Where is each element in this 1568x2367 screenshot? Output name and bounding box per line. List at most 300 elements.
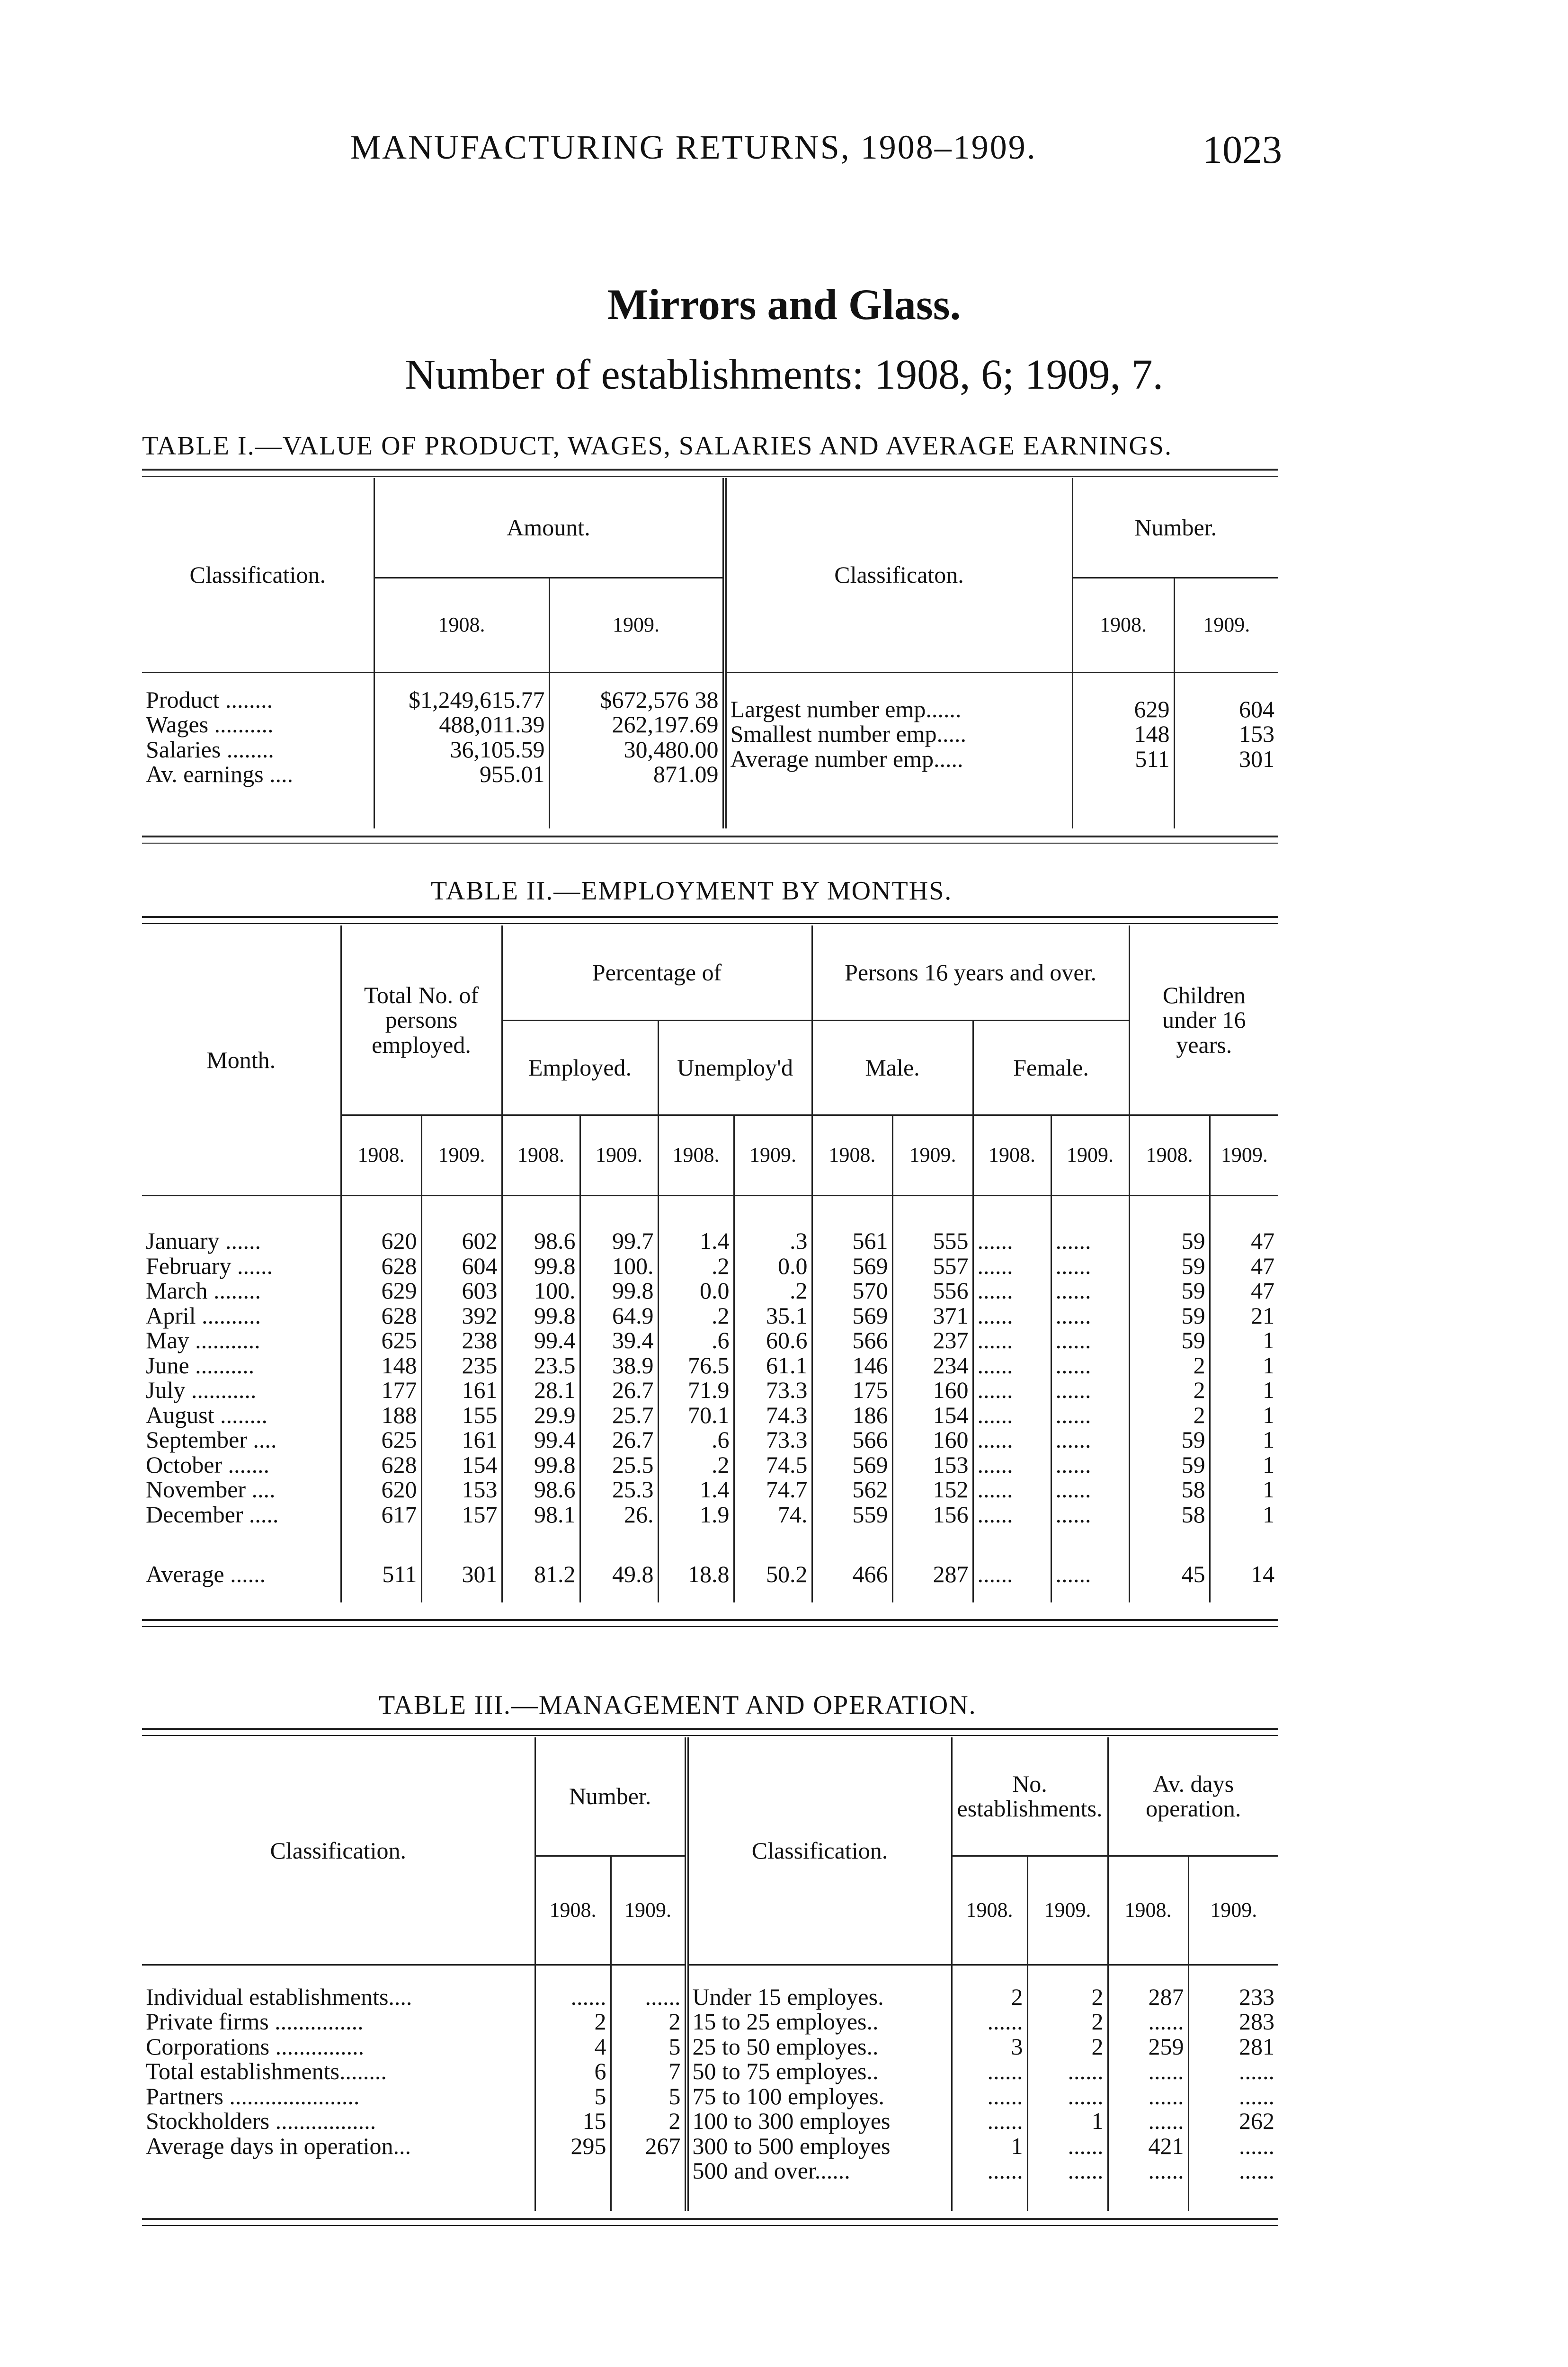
t2-spacer-cell [421, 1527, 502, 1546]
t3-15to25-e09: 2 [1091, 2008, 1104, 2035]
t2-cell-u08: 0.0 [658, 1278, 734, 1303]
t1-average-1908: 511 [1135, 745, 1170, 772]
t2-male-1908: 1908. [812, 1115, 892, 1195]
t3-partners-1909: 5 [668, 2082, 681, 2109]
t2-cell-t08: 617 [341, 1502, 421, 1527]
t2-cell-c08: 58 [1129, 1502, 1210, 1527]
t2-cell-m08: 186 [812, 1403, 892, 1428]
t1-right-labels [724, 672, 1072, 828]
t3-days-1909-values [1188, 1965, 1278, 2211]
table3 [142, 1737, 1278, 2211]
t3-under15-d08: 287 [1148, 1983, 1184, 2010]
t2-cell-e09: 100. [580, 1254, 658, 1279]
table3-bottom-rule [142, 2218, 1278, 2220]
t2-month-rows [142, 1228, 1278, 1546]
t1-col-classificaton: Classificaton. [724, 478, 1072, 672]
t2-cell-u08: .6 [658, 1328, 734, 1353]
t3-100to300-d09: 262 [1239, 2108, 1274, 2134]
t2-cell-m08: 570 [812, 1278, 892, 1303]
t2-cell-t09: 604 [421, 1254, 502, 1279]
t3-label-100to300: 100 to 300 employes [692, 2108, 891, 2134]
t2-month-label: January ...... [146, 1228, 261, 1254]
t2-row [142, 1452, 1278, 1477]
t2-month-label: December ..... [146, 1501, 279, 1528]
t2-cell-e09: 26.7 [580, 1378, 658, 1403]
t2-cell-m08: 566 [812, 1427, 892, 1452]
t3-number-1908-values [535, 1965, 611, 2211]
t1-label-smallest: Smallest number emp..... [730, 721, 967, 747]
establishments-subtitle: Number of establishments: 1908, 6; 1909, 7. [404, 351, 1164, 398]
t1-label-product: Product ........ [146, 686, 273, 713]
t3-label-partners: Partners ...................... [146, 2082, 360, 2109]
t2-cell-t08: 625 [341, 1328, 421, 1353]
t2-spacer-cell [973, 1527, 1051, 1546]
t3-stockholders-1908: 15 [582, 2108, 606, 2134]
t2-col-percentage: Percentage of [502, 925, 812, 1020]
t2-avg-m09: 287 [892, 1546, 973, 1602]
t2-total-1908: 1908. [341, 1115, 421, 1195]
table2-bottom-rule [142, 1619, 1278, 1621]
t2-spacer-cell [1051, 1527, 1129, 1546]
t2-cell-e09: 26. [580, 1502, 658, 1527]
t1-amount-1909: 1909. [549, 578, 724, 672]
t2-cell-e08: 23.5 [502, 1353, 580, 1378]
t2-row [142, 1502, 1278, 1527]
table1-caption: TABLE I.—VALUE OF PRODUCT, WAGES, SALARIES AND AVERAGE EARNINGS. [142, 431, 1172, 461]
t3-label-500over: 500 and over...... [692, 2157, 850, 2184]
t2-cell-f08: ...... [973, 1303, 1051, 1328]
t2-cell-u08: .2 [658, 1452, 734, 1477]
t2-cell-m09: 371 [892, 1303, 973, 1328]
t2-cell-e09: 99.7 [580, 1228, 658, 1254]
t3-100to300-d08: ...... [1148, 2108, 1184, 2134]
t2-cell-t08: 177 [341, 1378, 421, 1403]
t2-cell-e08: 99.8 [502, 1254, 580, 1279]
t2-cell-c09: 1 [1210, 1378, 1278, 1403]
t1-col-amount: Amount. [374, 478, 724, 578]
t2-spacer-cell [341, 1527, 421, 1546]
t1-product-1909: $672,576 38 [600, 686, 719, 713]
t2-cell-m08: 569 [812, 1452, 892, 1477]
t2-cell-t08: 620 [341, 1477, 421, 1502]
t2-female-1908: 1908. [973, 1115, 1051, 1195]
t2-row [142, 1353, 1278, 1378]
t3-500over-e08: ...... [987, 2157, 1023, 2184]
t2-cell-c08: 59 [1129, 1452, 1210, 1477]
t2-cell-u09: 35.1 [734, 1303, 812, 1328]
t2-cell-m09: 153 [892, 1452, 973, 1477]
t2-cell-e08: 99.8 [502, 1452, 580, 1477]
t2-cell-u09: 74.5 [734, 1452, 812, 1477]
t2-month-label: September .... [146, 1426, 277, 1453]
t3-estab-1909-values [1027, 1965, 1108, 2211]
t2-avg-e08: 81.2 [502, 1546, 580, 1602]
t3-private-1909: 2 [668, 2008, 681, 2035]
t2-cell-e09: 25.5 [580, 1452, 658, 1477]
t2-cell-f08: ...... [973, 1328, 1051, 1353]
t2-spacer-cell [658, 1527, 734, 1546]
t3-300to500-d09: ...... [1239, 2132, 1274, 2159]
table3-caption: TABLE III.—MANAGEMENT AND OPERATION. [379, 1691, 977, 1720]
t2-cell-c09: 47 [1210, 1278, 1278, 1303]
t1-left-labels [142, 672, 374, 828]
t1-salaries-1908: 36,105.59 [450, 736, 545, 763]
t1-smallest-1908: 148 [1134, 721, 1170, 747]
t2-cell-t09: 235 [421, 1353, 502, 1378]
t2-cell-f09: ...... [1051, 1328, 1129, 1353]
t2-cell-t08: 628 [341, 1254, 421, 1279]
t2-cell-u09: 61.1 [734, 1353, 812, 1378]
t2-month-label: November .... [146, 1476, 276, 1503]
t1-av-earnings-1909: 871.09 [653, 761, 719, 787]
t3-left-labels [142, 1965, 535, 2211]
t3-50to75-e09: ...... [1068, 2058, 1104, 2084]
t2-month-label: July ........... [146, 1377, 257, 1403]
t2-cell-u09: 73.3 [734, 1427, 812, 1452]
t2-cell-c09: 1 [1210, 1502, 1278, 1527]
t2-cell-e09: 25.7 [580, 1403, 658, 1428]
t2-cell-f09: ...... [1051, 1403, 1129, 1428]
table1-bottom-rule [142, 836, 1278, 837]
page-title: Mirrors and Glass. [607, 280, 961, 329]
t2-cell-c09: 1 [1210, 1328, 1278, 1353]
t3-estab-1908: 1908. [952, 1856, 1027, 1965]
t1-average-1909: 301 [1239, 745, 1274, 772]
t2-col-male: Male. [812, 1020, 973, 1115]
t2-cell-c08: 59 [1129, 1328, 1210, 1353]
t3-estab-1909: 1909. [1027, 1856, 1108, 1965]
t2-employed-1909: 1909. [580, 1115, 658, 1195]
t2-cell-t09: 603 [421, 1278, 502, 1303]
t2-cell-c09: 47 [1210, 1254, 1278, 1279]
t2-row [142, 1254, 1278, 1279]
t2-row [142, 1228, 1278, 1254]
t2-col-children: Children under 16 years. [1129, 925, 1278, 1115]
t3-col-number: Number. [535, 1737, 686, 1856]
t1-amount-1908-values [374, 672, 549, 828]
t3-partners-1908: 5 [594, 2082, 606, 2109]
t2-col-persons16: Persons 16 years and over. [812, 925, 1129, 1020]
t2-cell-t08: 628 [341, 1452, 421, 1477]
t2-month-label: April .......... [146, 1302, 261, 1329]
t2-cell-f09: ...... [1051, 1427, 1129, 1452]
t2-cell-c08: 59 [1129, 1228, 1210, 1254]
t2-row [142, 1427, 1278, 1452]
t3-15to25-d08: ...... [1148, 2008, 1184, 2035]
t3-500over-e09: ...... [1068, 2157, 1104, 2184]
t2-spacer-cell [502, 1527, 580, 1546]
t2-unemployed-1908: 1908. [658, 1115, 734, 1195]
t2-cell-f08: ...... [973, 1228, 1051, 1254]
t2-cell-f08: ...... [973, 1502, 1051, 1527]
t2-cell-c09: 1 [1210, 1477, 1278, 1502]
t2-row [142, 1403, 1278, 1428]
t2-cell-t08: 625 [341, 1427, 421, 1452]
t3-total-1908: 6 [594, 2058, 606, 2084]
t3-500over-d09: ...... [1239, 2157, 1274, 2184]
t3-days-1908-values [1108, 1965, 1188, 2211]
t2-cell-t08: 188 [341, 1403, 421, 1428]
t2-children-1909: 1909. [1210, 1115, 1278, 1195]
t2-cell-c09: 1 [1210, 1452, 1278, 1477]
t2-cell-m09: 237 [892, 1328, 973, 1353]
t2-col-employed: Employed. [502, 1020, 658, 1115]
table3-top-rule [142, 1728, 1278, 1730]
t2-avg-c08: 45 [1129, 1546, 1210, 1602]
t1-col-classification: Classification. [142, 478, 374, 672]
t1-wages-1909: 262,197.69 [612, 711, 719, 738]
t3-label-individual: Individual establishments.... [146, 1983, 412, 2010]
t3-under15-d09: 233 [1239, 1983, 1274, 2010]
t2-cell-f08: ...... [973, 1427, 1051, 1452]
t2-cell-u09: 60.6 [734, 1328, 812, 1353]
t1-largest-1909: 604 [1239, 695, 1274, 722]
t2-cell-m09: 556 [892, 1278, 973, 1303]
t2-row [142, 1278, 1278, 1303]
t3-label-private: Private firms ............... [146, 2008, 364, 2035]
t2-cell-f08: ...... [973, 1403, 1051, 1428]
t2-col-total: Total No. of persons employed. [341, 925, 502, 1115]
t2-cell-e08: 29.9 [502, 1403, 580, 1428]
t2-avg-label: Average ...... [146, 1560, 266, 1587]
t2-cell-e09: 25.3 [580, 1477, 658, 1502]
t2-month-label: August ........ [146, 1401, 267, 1428]
t2-cell-u09: .3 [734, 1228, 812, 1254]
t1-largest-1908: 629 [1134, 695, 1170, 722]
table2 [142, 925, 1278, 1602]
t2-cell-f08: ...... [973, 1378, 1051, 1403]
table1 [142, 478, 1278, 828]
table1-top-rule [142, 469, 1278, 471]
t2-cell-t09: 161 [421, 1427, 502, 1452]
t3-50to75-d09: ...... [1239, 2058, 1274, 2084]
t1-amount-1908: 1908. [374, 578, 549, 672]
t2-cell-f09: ...... [1051, 1452, 1129, 1477]
t3-avdays-1908: 295 [570, 2132, 606, 2159]
t3-15to25-e08: ...... [987, 2008, 1023, 2035]
t2-cell-e08: 28.1 [502, 1378, 580, 1403]
t3-label-300to500: 300 to 500 employes [692, 2132, 891, 2159]
t2-cell-c08: 59 [1129, 1303, 1210, 1328]
t2-cell-t09: 154 [421, 1452, 502, 1477]
t3-private-1908: 2 [594, 2008, 606, 2035]
t2-cell-f09: ...... [1051, 1228, 1129, 1254]
t2-cell-c08: 2 [1129, 1403, 1210, 1428]
t2-cell-u09: 0.0 [734, 1254, 812, 1279]
t3-total-1909: 7 [668, 2058, 681, 2084]
t3-300to500-d08: 421 [1148, 2132, 1184, 2159]
t2-avg-u09: 50.2 [734, 1546, 812, 1602]
t2-row [142, 1477, 1278, 1502]
t2-row [142, 1328, 1278, 1353]
t2-cell-f08: ...... [973, 1278, 1051, 1303]
t1-number-1908: 1908. [1072, 578, 1174, 672]
t2-cell-t08: 620 [341, 1228, 421, 1254]
t2-cell-e09: 64.9 [580, 1303, 658, 1328]
t2-cell-t09: 602 [421, 1228, 502, 1254]
t3-number-1909: 1909. [611, 1856, 686, 1965]
t2-cell-u08: 70.1 [658, 1403, 734, 1428]
t3-under15-e08: 2 [1011, 1983, 1023, 2010]
t2-female-1909: 1909. [1051, 1115, 1129, 1195]
t2-cell-f09: ...... [1051, 1303, 1129, 1328]
t3-75to100-e08: ...... [987, 2082, 1023, 2109]
t2-cell-e08: 99.8 [502, 1303, 580, 1328]
t2-cell-e08: 98.6 [502, 1228, 580, 1254]
t2-cell-t08: 628 [341, 1303, 421, 1328]
t3-500over-d08: ...... [1148, 2157, 1184, 2184]
table3-bottom-rule-2 [142, 2225, 1278, 2226]
t2-children-1908: 1908. [1129, 1115, 1210, 1195]
table1-top-rule-2 [142, 476, 1278, 477]
t2-col-month: Month. [142, 925, 341, 1195]
t2-cell-c09: 1 [1210, 1427, 1278, 1452]
t3-col-estab: No. establishments. [952, 1737, 1108, 1856]
t1-wages-1908: 488,011.39 [439, 711, 545, 738]
t2-cell-c09: 21 [1210, 1303, 1278, 1328]
t1-col-number: Number. [1072, 478, 1278, 578]
t2-cell-e08: 99.4 [502, 1427, 580, 1452]
t2-cell-e09: 38.9 [580, 1353, 658, 1378]
t3-25to50-e08: 3 [1011, 2033, 1023, 2060]
t2-spacer-cell [1129, 1527, 1210, 1546]
t2-cell-u08: 76.5 [658, 1353, 734, 1378]
t3-25to50-e09: 2 [1091, 2033, 1104, 2060]
t2-cell-t08: 629 [341, 1278, 421, 1303]
t3-label-25to50: 25 to 50 employes.. [692, 2033, 879, 2060]
t2-cell-u08: .6 [658, 1427, 734, 1452]
t2-avg-e09: 49.8 [580, 1546, 658, 1602]
table2-bottom-rule-2 [142, 1626, 1278, 1627]
t3-days-1909: 1909. [1188, 1856, 1278, 1965]
t3-100to300-e09: 1 [1091, 2108, 1104, 2134]
t1-smallest-1909: 153 [1239, 721, 1274, 747]
t3-days-1908: 1908. [1108, 1856, 1188, 1965]
t2-cell-c09: 1 [1210, 1353, 1278, 1378]
t2-cell-m08: 562 [812, 1477, 892, 1502]
t1-label-salaries: Salaries ........ [146, 736, 274, 763]
t2-cell-t09: 153 [421, 1477, 502, 1502]
t2-avg-t08: 511 [341, 1546, 421, 1602]
t3-75to100-d09: ...... [1239, 2082, 1274, 2109]
t3-col-classification: Classification. [142, 1737, 535, 1965]
t1-number-1909-values [1174, 672, 1278, 828]
t2-spacer-cell [812, 1527, 892, 1546]
t2-cell-u08: .2 [658, 1254, 734, 1279]
t2-cell-f08: ...... [973, 1452, 1051, 1477]
running-title: MANUFACTURING RETURNS, 1908–1909. [350, 128, 1037, 166]
t3-100to300-e08: ...... [987, 2108, 1023, 2134]
t2-cell-f09: ...... [1051, 1278, 1129, 1303]
t2-month-label: October ....... [146, 1451, 270, 1478]
t2-month-label: March ........ [146, 1277, 261, 1304]
t3-25to50-d09: 281 [1239, 2033, 1274, 2060]
t2-cell-m08: 569 [812, 1303, 892, 1328]
t2-cell-u09: 74.7 [734, 1477, 812, 1502]
table2-top-rule-2 [142, 923, 1278, 924]
t1-number-1909: 1909. [1174, 578, 1278, 672]
t2-cell-u09: 73.3 [734, 1378, 812, 1403]
t2-cell-m08: 566 [812, 1328, 892, 1353]
t2-cell-u08: 1.4 [658, 1228, 734, 1254]
t2-cell-m09: 555 [892, 1228, 973, 1254]
t3-avdays-1909: 267 [645, 2132, 681, 2159]
t3-corporations-1909: 5 [668, 2033, 681, 2060]
t2-cell-e08: 100. [502, 1278, 580, 1303]
t3-stockholders-1909: 2 [668, 2108, 681, 2134]
t3-number-1908: 1908. [535, 1856, 611, 1965]
t1-av-earnings-1908: 955.01 [480, 761, 545, 787]
t2-avg-m08: 466 [812, 1546, 892, 1602]
table2-top-rule [142, 916, 1278, 918]
t3-number-1909-values [611, 1965, 686, 2211]
t2-cell-t09: 157 [421, 1502, 502, 1527]
t2-cell-c09: 47 [1210, 1228, 1278, 1254]
t3-75to100-d08: ...... [1148, 2082, 1184, 2109]
t2-employed-1908: 1908. [502, 1115, 580, 1195]
t3-col-avdays: Av. days operation. [1108, 1737, 1278, 1856]
t2-spacer-cell [892, 1527, 973, 1546]
t2-col-female: Female. [973, 1020, 1129, 1115]
t1-label-av-earnings: Av. earnings .... [146, 761, 294, 787]
t2-avg-f09: ...... [1051, 1546, 1129, 1602]
t2-cell-e08: 99.4 [502, 1328, 580, 1353]
t2-avg-f08: ...... [973, 1546, 1051, 1602]
t2-spacer-cell [734, 1527, 812, 1546]
t2-cell-c09: 1 [1210, 1403, 1278, 1428]
t3-right-labels [686, 1965, 952, 2211]
t2-cell-u08: 1.4 [658, 1477, 734, 1502]
t2-cell-m09: 234 [892, 1353, 973, 1378]
t2-spacer-cell [142, 1527, 341, 1546]
t1-product-1908: $1,249,615.77 [409, 686, 545, 713]
t2-month-label: May ........... [146, 1327, 260, 1353]
t3-under15-e09: 2 [1091, 1983, 1104, 2010]
t2-cell-t09: 392 [421, 1303, 502, 1328]
t2-avg-u08: 18.8 [658, 1546, 734, 1602]
t2-cell-t09: 155 [421, 1403, 502, 1428]
table3-top-rule-2 [142, 1735, 1278, 1736]
t2-spacer-cell [580, 1527, 658, 1546]
t3-label-15to25: 15 to 25 employes.. [692, 2008, 879, 2035]
t2-cell-c08: 59 [1129, 1278, 1210, 1303]
t2-row [142, 1303, 1278, 1328]
table1-bottom-rule-2 [142, 843, 1278, 844]
t3-label-corporations: Corporations ............... [146, 2033, 365, 2060]
t2-cell-e08: 98.6 [502, 1477, 580, 1502]
t2-male-1909: 1909. [892, 1115, 973, 1195]
t3-label-avdays: Average days in operation... [146, 2132, 411, 2159]
t2-cell-m09: 160 [892, 1378, 973, 1403]
table2-caption: TABLE II.—EMPLOYMENT BY MONTHS. [431, 876, 953, 906]
t2-cell-t08: 148 [341, 1353, 421, 1378]
t2-cell-c08: 59 [1129, 1254, 1210, 1279]
t2-cell-f08: ...... [973, 1477, 1051, 1502]
t3-label-under15: Under 15 employes. [692, 1983, 884, 2010]
t3-label-75to100: 75 to 100 employes. [692, 2082, 885, 2109]
t2-cell-u08: .2 [658, 1303, 734, 1328]
t3-300to500-e09: ...... [1068, 2132, 1104, 2159]
t3-label-total: Total establishments........ [146, 2058, 387, 2084]
t2-cell-m08: 175 [812, 1378, 892, 1403]
t3-label-stockholders: Stockholders ................. [146, 2108, 376, 2134]
t2-cell-e09: 26.7 [580, 1427, 658, 1452]
t2-cell-u08: 1.9 [658, 1502, 734, 1527]
t2-avg-c09: 14 [1210, 1546, 1278, 1602]
t2-cell-e08: 98.1 [502, 1502, 580, 1527]
t2-cell-f09: ...... [1051, 1378, 1129, 1403]
t2-spacer-cell [1210, 1527, 1278, 1546]
